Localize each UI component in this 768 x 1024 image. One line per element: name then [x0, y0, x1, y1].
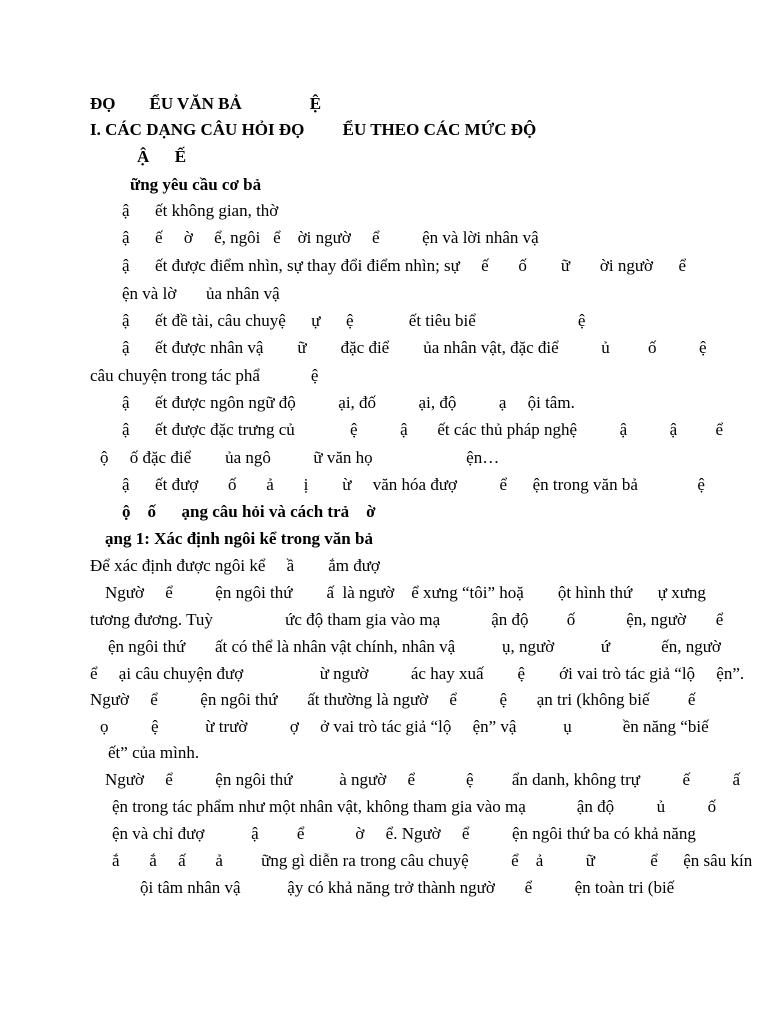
- paragraph-line: ậ ết được đặc trưng củ ệ ậ ết các thủ pháp nghệ ậ ậ ể: [122, 420, 723, 439]
- paragraph-line: tương đương. Tuỳ ức độ tham gia vào mạ ận độ ố ện, ngườ ể: [90, 610, 724, 629]
- paragraph-line: ện ngôi thứ ất có thể là nhân vật chính, nhân vậ ụ, ngườ ứ ến, ngườ: [108, 637, 721, 656]
- paragraph-line: Ngườ ể ện ngôi thứ ất thường là ngườ ể ệ ạn tri (không biế ế: [90, 690, 696, 709]
- paragraph-line: ậ ết không gian, thờ: [122, 201, 279, 220]
- paragraph-line: ắ ắ ấ ả ững gì diễn ra trong câu chuyệ ể ả ữ ể ện sâu kín: [112, 851, 753, 870]
- document-title: ĐỌ ỂU VĂN BẢ Ệ: [90, 94, 322, 113]
- paragraph-line: ộ ố đặc điể ủa ngô ữ văn họ ện…: [100, 448, 500, 467]
- paragraph-line: ậ ết được nhân vậ ữ đặc điể ủa nhân vật, đặc điể ủ ố ệ: [122, 338, 707, 357]
- paragraph-line: ậ ết đượ ố ả ị ừ văn hóa đượ ể ện trong văn bả ệ: [122, 475, 705, 494]
- subsection-heading: Ậ Ế: [137, 147, 187, 166]
- section-heading: I. CÁC DẠNG CÂU HỎI ĐỌ ỂU THEO CÁC MỨC ĐỘ: [90, 120, 537, 139]
- paragraph-line: Để xác định được ngôi kể ầ ắm đượ: [90, 556, 380, 575]
- paragraph-line: ậ ết được điểm nhìn, sự thay đổi điểm nhìn; sự ế ố ữ ời ngườ ể: [122, 256, 687, 275]
- paragraph-line: Ngườ ể ện ngôi thứ à ngườ ể ệ ẩn danh, không trự ế ấ: [105, 770, 741, 789]
- paragraph-line: ết” của mình.: [108, 743, 200, 762]
- subheading: ộ ố ạng câu hỏi và cách trả ờ: [122, 502, 376, 521]
- paragraph-line: ện trong tác phẩm như một nhân vật, không tham gia vào mạ ận độ ủ ố: [112, 797, 717, 816]
- paragraph-line: ội tâm nhân vậ ậy có khả năng trở thành ngườ ể ện toàn tri (biế: [140, 878, 675, 897]
- paragraph-line: Ngườ ể ện ngôi thứ ấ là ngườ ể xưng “tôi” hoặ ột hình thứ ự xưng: [105, 583, 706, 602]
- subheading: ững yêu cầu cơ bả: [130, 175, 262, 194]
- paragraph-line: ọ ệ ừ trườ ợ ở vai trò tác giả “lộ ện” vậ ụ ền năng “biế: [100, 717, 709, 736]
- paragraph-line: ện và chỉ đượ ậ ể ờ ể. Ngườ ể ện ngôi thứ ba có khả năng: [112, 824, 696, 843]
- paragraph-line: ện và lờ ủa nhân vậ: [122, 284, 280, 303]
- paragraph-line: ể ại câu chuyện đượ ừ ngườ ác hay xuấ ệ ới vai trò tác giả “lộ ện”.: [90, 664, 745, 683]
- paragraph-line: ậ ết được ngôn ngữ độ ại, đố ại, độ ạ ội tâm.: [122, 393, 575, 412]
- paragraph-line: ậ ết đề tài, câu chuyệ ự ệ ết tiêu biể ệ: [122, 311, 586, 330]
- paragraph-line: câu chuyện trong tác phẩ ệ: [90, 366, 319, 385]
- paragraph-line: ậ ế ờ ể, ngôi ể ời ngườ ể ện và lời nhân vậ: [122, 228, 539, 247]
- subheading: ạng 1: Xác định ngôi kể trong văn bả: [105, 529, 373, 548]
